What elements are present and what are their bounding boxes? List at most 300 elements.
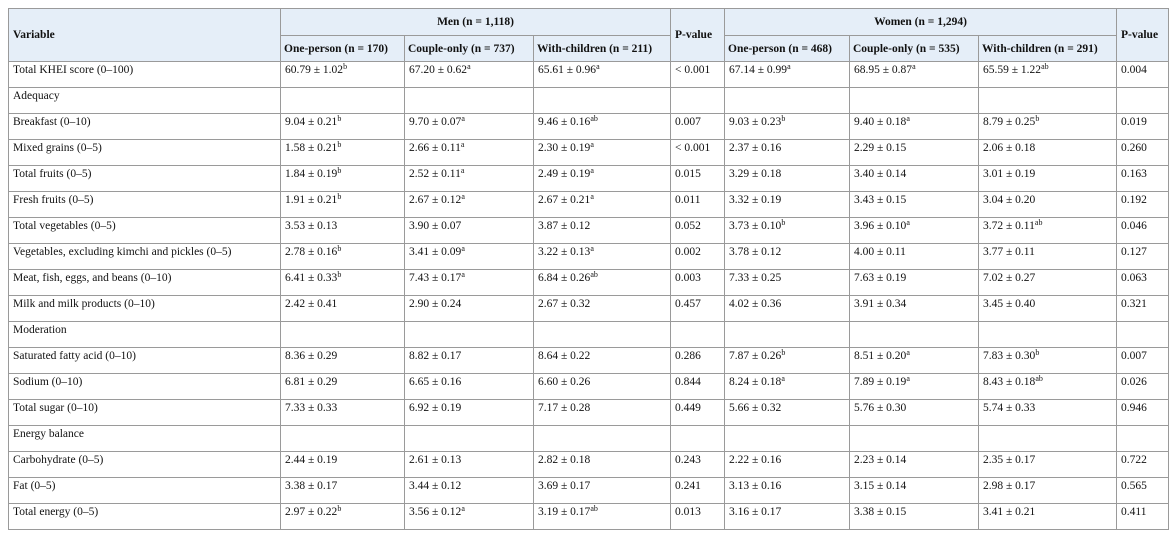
cell-women-one-person bbox=[725, 140, 850, 166]
table-row bbox=[9, 452, 1169, 478]
cell-value: 2.29 ± 0.15 bbox=[854, 142, 907, 154]
significance-superscript: b bbox=[1035, 114, 1040, 123]
cell-men-couple-only bbox=[405, 62, 534, 88]
table-row bbox=[9, 504, 1169, 530]
significance-superscript: a bbox=[906, 218, 910, 227]
variable-cell: Breakfast (0–10) bbox=[9, 114, 281, 140]
cell-value: 2.06 ± 0.18 bbox=[983, 142, 1036, 154]
cell-women-with-children bbox=[979, 504, 1117, 530]
cell-value: 7.89 ± 0.19 bbox=[854, 376, 907, 388]
cell-value: 2.82 ± 0.18 bbox=[538, 454, 591, 466]
cell-value: 3.91 ± 0.34 bbox=[854, 298, 907, 310]
cell-value: 0.019 bbox=[1121, 116, 1147, 128]
cell-women-one-person bbox=[725, 400, 850, 426]
variable-cell: Total sugar (0–10) bbox=[9, 400, 281, 426]
header-women-couple-only: Couple-only (n = 535) bbox=[850, 36, 979, 62]
cell-women-couple-only bbox=[850, 270, 979, 296]
cell-men-with-children bbox=[534, 88, 671, 114]
header-men-pvalue: P-value bbox=[671, 9, 725, 62]
table-row bbox=[9, 192, 1169, 218]
cell-women-with-children bbox=[979, 88, 1117, 114]
cell-value: 2.67 ± 0.32 bbox=[538, 298, 591, 310]
cell-women-pvalue bbox=[1117, 348, 1169, 374]
cell-value: 8.79 ± 0.25 bbox=[983, 116, 1036, 128]
cell-men-one-person bbox=[281, 140, 405, 166]
cell-men-couple-only bbox=[405, 400, 534, 426]
cell-value: 3.56 ± 0.12 bbox=[409, 506, 462, 518]
cell-men-couple-only bbox=[405, 166, 534, 192]
cell-women-pvalue bbox=[1117, 478, 1169, 504]
cell-men-one-person bbox=[281, 426, 405, 452]
cell-men-one-person bbox=[281, 88, 405, 114]
cell-value: 3.32 ± 0.19 bbox=[729, 194, 782, 206]
cell-women-one-person bbox=[725, 348, 850, 374]
cell-value: 9.03 ± 0.23 bbox=[729, 116, 782, 128]
cell-value: 3.13 ± 0.16 bbox=[729, 480, 782, 492]
cell-women-with-children bbox=[979, 166, 1117, 192]
cell-women-pvalue bbox=[1117, 270, 1169, 296]
cell-value: 2.90 ± 0.24 bbox=[409, 298, 462, 310]
cell-value: 0.013 bbox=[675, 506, 701, 518]
cell-value: 3.44 ± 0.12 bbox=[409, 480, 462, 492]
table-row bbox=[9, 400, 1169, 426]
cell-value: 2.42 ± 0.41 bbox=[285, 298, 338, 310]
cell-women-one-person bbox=[725, 88, 850, 114]
cell-women-pvalue bbox=[1117, 400, 1169, 426]
cell-value: 7.17 ± 0.28 bbox=[538, 402, 591, 414]
section-row bbox=[9, 322, 1169, 348]
cell-value: 7.33 ± 0.33 bbox=[285, 402, 338, 414]
header-women-pvalue: P-value bbox=[1117, 9, 1169, 62]
cell-women-with-children bbox=[979, 270, 1117, 296]
cell-value: 5.76 ± 0.30 bbox=[854, 402, 907, 414]
cell-men-with-children bbox=[534, 166, 671, 192]
cell-men-pvalue bbox=[671, 218, 725, 244]
cell-value: 0.286 bbox=[675, 350, 701, 362]
cell-value: < 0.001 bbox=[675, 64, 711, 76]
cell-value: 0.722 bbox=[1121, 454, 1147, 466]
cell-value: 5.74 ± 0.33 bbox=[983, 402, 1036, 414]
cell-value: 2.22 ± 0.16 bbox=[729, 454, 782, 466]
cell-men-couple-only bbox=[405, 140, 534, 166]
cell-women-couple-only bbox=[850, 478, 979, 504]
cell-men-pvalue bbox=[671, 374, 725, 400]
cell-value: 0.004 bbox=[1121, 64, 1147, 76]
header-women-group: Women (n = 1,294) bbox=[725, 9, 1117, 36]
cell-women-couple-only bbox=[850, 400, 979, 426]
cell-men-pvalue bbox=[671, 192, 725, 218]
cell-value: 3.96 ± 0.10 bbox=[854, 220, 907, 232]
cell-value: 6.65 ± 0.16 bbox=[409, 376, 462, 388]
significance-superscript: a bbox=[460, 166, 465, 175]
significance-superscript: b bbox=[337, 140, 342, 149]
cell-value: 67.14 ± 0.99 bbox=[729, 64, 788, 76]
cell-men-with-children bbox=[534, 426, 671, 452]
cell-value: 2.78 ± 0.16 bbox=[285, 246, 338, 258]
cell-women-couple-only bbox=[850, 452, 979, 478]
cell-men-with-children bbox=[534, 296, 671, 322]
cell-value: 0.565 bbox=[1121, 480, 1147, 492]
cell-women-couple-only bbox=[850, 62, 979, 88]
cell-value: 3.22 ± 0.13 bbox=[538, 246, 591, 258]
variable-cell: Total KHEI score (0–100) bbox=[9, 62, 281, 88]
cell-women-with-children bbox=[979, 322, 1117, 348]
cell-men-pvalue bbox=[671, 88, 725, 114]
cell-women-with-children bbox=[979, 426, 1117, 452]
cell-men-one-person bbox=[281, 400, 405, 426]
section-row bbox=[9, 88, 1169, 114]
variable-cell: Total fruits (0–5) bbox=[9, 166, 281, 192]
cell-value: 5.66 ± 0.32 bbox=[729, 402, 782, 414]
significance-superscript: a bbox=[781, 374, 785, 383]
cell-men-one-person bbox=[281, 452, 405, 478]
significance-superscript: ab bbox=[1034, 218, 1043, 227]
cell-men-one-person bbox=[281, 478, 405, 504]
significance-superscript: b bbox=[781, 348, 786, 357]
table-header bbox=[9, 9, 1169, 62]
cell-women-with-children bbox=[979, 400, 1117, 426]
cell-men-with-children bbox=[534, 192, 671, 218]
cell-value: 2.35 ± 0.17 bbox=[983, 454, 1036, 466]
cell-men-pvalue bbox=[671, 452, 725, 478]
cell-men-with-children bbox=[534, 348, 671, 374]
significance-superscript: ab bbox=[1041, 62, 1049, 71]
significance-superscript: a bbox=[460, 140, 465, 149]
cell-women-couple-only bbox=[850, 218, 979, 244]
cell-women-with-children bbox=[979, 374, 1117, 400]
cell-men-pvalue bbox=[671, 426, 725, 452]
variable-cell: Meat, fish, eggs, and beans (0–10) bbox=[9, 270, 281, 296]
cell-men-with-children bbox=[534, 322, 671, 348]
table-row bbox=[9, 478, 1169, 504]
variable-cell: Carbohydrate (0–5) bbox=[9, 452, 281, 478]
cell-men-pvalue bbox=[671, 296, 725, 322]
cell-women-one-person bbox=[725, 62, 850, 88]
significance-superscript: a bbox=[906, 374, 910, 383]
cell-women-one-person bbox=[725, 504, 850, 530]
cell-value: 0.241 bbox=[675, 480, 701, 492]
cell-value: 8.36 ± 0.29 bbox=[285, 350, 338, 362]
cell-women-with-children bbox=[979, 62, 1117, 88]
cell-value: < 0.001 bbox=[675, 142, 711, 154]
khei-table bbox=[8, 8, 1169, 530]
significance-superscript: a bbox=[590, 140, 594, 149]
cell-women-couple-only bbox=[850, 114, 979, 140]
cell-men-pvalue bbox=[671, 478, 725, 504]
cell-men-pvalue bbox=[671, 114, 725, 140]
significance-superscript: a bbox=[906, 348, 910, 357]
significance-superscript: b bbox=[337, 166, 342, 175]
cell-value: 2.44 ± 0.19 bbox=[285, 454, 338, 466]
cell-women-couple-only bbox=[850, 244, 979, 270]
cell-value: 2.37 ± 0.16 bbox=[729, 142, 782, 154]
cell-value: 1.91 ± 0.21 bbox=[285, 194, 338, 206]
cell-value: 8.24 ± 0.18 bbox=[729, 376, 782, 388]
cell-women-one-person bbox=[725, 296, 850, 322]
cell-value: 1.84 ± 0.19 bbox=[285, 168, 338, 180]
cell-women-pvalue bbox=[1117, 244, 1169, 270]
cell-men-with-children bbox=[534, 140, 671, 166]
cell-men-one-person bbox=[281, 504, 405, 530]
cell-value: 0.015 bbox=[675, 168, 701, 180]
significance-superscript: b bbox=[337, 192, 342, 201]
cell-women-couple-only bbox=[850, 348, 979, 374]
header-variable: Variable bbox=[9, 9, 281, 62]
variable-cell: Total energy (0–5) bbox=[9, 504, 281, 530]
cell-value: 0.192 bbox=[1121, 194, 1147, 206]
cell-value: 6.84 ± 0.26 bbox=[538, 272, 591, 284]
cell-value: 2.30 ± 0.19 bbox=[538, 142, 591, 154]
section-label: Energy balance bbox=[9, 426, 281, 452]
cell-men-one-person bbox=[281, 270, 405, 296]
cell-value: 3.16 ± 0.17 bbox=[729, 506, 782, 518]
cell-women-pvalue bbox=[1117, 140, 1169, 166]
cell-value: 68.95 ± 0.87 bbox=[854, 64, 913, 76]
table-row bbox=[9, 166, 1169, 192]
cell-women-pvalue bbox=[1117, 374, 1169, 400]
cell-women-pvalue bbox=[1117, 296, 1169, 322]
cell-women-one-person bbox=[725, 452, 850, 478]
cell-men-couple-only bbox=[405, 478, 534, 504]
section-row bbox=[9, 426, 1169, 452]
variable-cell: Total vegetables (0–5) bbox=[9, 218, 281, 244]
significance-superscript: a bbox=[461, 244, 465, 253]
cell-value: 0.321 bbox=[1121, 298, 1147, 310]
cell-men-pvalue bbox=[671, 270, 725, 296]
cell-value: 0.007 bbox=[675, 116, 701, 128]
cell-men-with-children bbox=[534, 400, 671, 426]
cell-men-with-children bbox=[534, 244, 671, 270]
cell-women-with-children bbox=[979, 192, 1117, 218]
cell-men-one-person bbox=[281, 62, 405, 88]
cell-men-with-children bbox=[534, 374, 671, 400]
cell-women-one-person bbox=[725, 192, 850, 218]
cell-value: 3.78 ± 0.12 bbox=[729, 246, 782, 258]
significance-superscript: ab bbox=[1035, 374, 1043, 383]
cell-value: 2.97 ± 0.22 bbox=[285, 506, 338, 518]
cell-value: 2.66 ± 0.11 bbox=[409, 142, 461, 154]
cell-men-with-children bbox=[534, 504, 671, 530]
cell-value: 2.23 ± 0.14 bbox=[854, 454, 907, 466]
significance-superscript: a bbox=[596, 62, 600, 71]
cell-women-one-person bbox=[725, 270, 850, 296]
cell-value: 3.41 ± 0.21 bbox=[983, 506, 1036, 518]
cell-men-with-children bbox=[534, 218, 671, 244]
cell-value: 6.60 ± 0.26 bbox=[538, 376, 591, 388]
cell-value: 3.87 ± 0.12 bbox=[538, 220, 591, 232]
cell-value: 7.87 ± 0.26 bbox=[729, 350, 782, 362]
cell-value: 3.90 ± 0.07 bbox=[409, 220, 462, 232]
cell-women-couple-only bbox=[850, 296, 979, 322]
variable-cell: Fat (0–5) bbox=[9, 478, 281, 504]
header-men-one-person: One-person (n = 170) bbox=[281, 36, 405, 62]
cell-women-one-person bbox=[725, 114, 850, 140]
cell-value: 2.67 ± 0.21 bbox=[538, 194, 591, 206]
cell-value: 8.51 ± 0.20 bbox=[854, 350, 907, 362]
cell-women-pvalue bbox=[1117, 504, 1169, 530]
cell-women-pvalue bbox=[1117, 166, 1169, 192]
cell-women-one-person bbox=[725, 426, 850, 452]
cell-value: 65.59 ± 1.22 bbox=[983, 64, 1042, 76]
table-row bbox=[9, 296, 1169, 322]
header-men-group: Men (n = 1,118) bbox=[281, 9, 671, 36]
cell-women-pvalue bbox=[1117, 88, 1169, 114]
cell-value: 3.53 ± 0.13 bbox=[285, 220, 338, 232]
cell-value: 0.844 bbox=[675, 376, 701, 388]
cell-men-pvalue bbox=[671, 400, 725, 426]
cell-men-one-person bbox=[281, 218, 405, 244]
cell-women-pvalue bbox=[1117, 322, 1169, 348]
cell-women-couple-only bbox=[850, 140, 979, 166]
cell-value: 3.41 ± 0.09 bbox=[409, 246, 462, 258]
cell-value: 9.70 ± 0.07 bbox=[409, 116, 462, 128]
cell-value: 8.43 ± 0.18 bbox=[983, 376, 1036, 388]
cell-value: 7.02 ± 0.27 bbox=[983, 272, 1036, 284]
variable-cell: Fresh fruits (0–5) bbox=[9, 192, 281, 218]
significance-superscript: a bbox=[590, 244, 594, 253]
significance-superscript: b bbox=[1035, 348, 1040, 357]
significance-superscript: b bbox=[337, 504, 342, 513]
table-row bbox=[9, 218, 1169, 244]
header-men-couple-only: Couple-only (n = 737) bbox=[405, 36, 534, 62]
cell-women-with-children bbox=[979, 348, 1117, 374]
cell-women-one-person bbox=[725, 322, 850, 348]
cell-value: 0.163 bbox=[1121, 168, 1147, 180]
cell-women-one-person bbox=[725, 218, 850, 244]
variable-cell: Sodium (0–10) bbox=[9, 374, 281, 400]
cell-men-couple-only bbox=[405, 322, 534, 348]
cell-men-couple-only bbox=[405, 244, 534, 270]
significance-superscript: a bbox=[787, 62, 791, 71]
cell-value: 0.411 bbox=[1121, 506, 1147, 518]
cell-value: 3.45 ± 0.40 bbox=[983, 298, 1036, 310]
cell-value: 7.63 ± 0.19 bbox=[854, 272, 907, 284]
cell-value: 4.00 ± 0.11 bbox=[854, 246, 906, 258]
cell-value: 3.73 ± 0.10 bbox=[729, 220, 782, 232]
cell-men-one-person bbox=[281, 166, 405, 192]
significance-superscript: b bbox=[781, 114, 786, 123]
cell-value: 65.61 ± 0.96 bbox=[538, 64, 597, 76]
cell-men-couple-only bbox=[405, 296, 534, 322]
cell-men-one-person bbox=[281, 374, 405, 400]
cell-women-one-person bbox=[725, 244, 850, 270]
cell-men-couple-only bbox=[405, 218, 534, 244]
cell-value: 0.260 bbox=[1121, 142, 1147, 154]
header-row-groups bbox=[9, 9, 1169, 36]
significance-superscript: a bbox=[590, 192, 594, 201]
cell-value: 0.243 bbox=[675, 454, 701, 466]
cell-women-pvalue bbox=[1117, 426, 1169, 452]
header-women-with-children: With-children (n = 291) bbox=[979, 36, 1117, 62]
cell-men-pvalue bbox=[671, 504, 725, 530]
cell-women-with-children bbox=[979, 140, 1117, 166]
significance-superscript: a bbox=[590, 166, 594, 175]
cell-men-one-person bbox=[281, 322, 405, 348]
cell-value: 0.002 bbox=[675, 246, 701, 258]
cell-men-with-children bbox=[534, 62, 671, 88]
cell-women-couple-only bbox=[850, 426, 979, 452]
variable-cell: Mixed grains (0–5) bbox=[9, 140, 281, 166]
cell-value: 8.64 ± 0.22 bbox=[538, 350, 591, 362]
cell-value: 4.02 ± 0.36 bbox=[729, 298, 782, 310]
cell-women-couple-only bbox=[850, 192, 979, 218]
cell-value: 0.457 bbox=[675, 298, 701, 310]
significance-superscript: ab bbox=[590, 270, 598, 279]
cell-women-with-children bbox=[979, 114, 1117, 140]
cell-value: 1.58 ± 0.21 bbox=[285, 142, 338, 154]
cell-value: 67.20 ± 0.62 bbox=[409, 64, 468, 76]
table-row bbox=[9, 270, 1169, 296]
cell-value: 3.69 ± 0.17 bbox=[538, 480, 591, 492]
cell-men-couple-only bbox=[405, 426, 534, 452]
significance-superscript: a bbox=[912, 62, 916, 71]
cell-men-with-children bbox=[534, 452, 671, 478]
table-body bbox=[9, 62, 1169, 530]
table-row bbox=[9, 348, 1169, 374]
significance-superscript: a bbox=[461, 270, 465, 279]
cell-men-one-person bbox=[281, 244, 405, 270]
cell-value: 2.61 ± 0.13 bbox=[409, 454, 462, 466]
cell-men-with-children bbox=[534, 478, 671, 504]
cell-men-couple-only bbox=[405, 504, 534, 530]
significance-superscript: a bbox=[906, 114, 910, 123]
cell-men-couple-only bbox=[405, 374, 534, 400]
cell-value: 6.81 ± 0.29 bbox=[285, 376, 338, 388]
cell-women-with-children bbox=[979, 478, 1117, 504]
header-women-one-person: One-person (n = 468) bbox=[725, 36, 850, 62]
cell-men-couple-only bbox=[405, 348, 534, 374]
cell-women-pvalue bbox=[1117, 62, 1169, 88]
cell-women-with-children bbox=[979, 296, 1117, 322]
cell-value: 2.98 ± 0.17 bbox=[983, 480, 1036, 492]
cell-value: 7.33 ± 0.25 bbox=[729, 272, 782, 284]
cell-men-one-person bbox=[281, 114, 405, 140]
significance-superscript: ab bbox=[590, 504, 598, 513]
cell-value: 6.41 ± 0.33 bbox=[285, 272, 338, 284]
cell-value: 0.026 bbox=[1121, 376, 1147, 388]
table-row bbox=[9, 114, 1169, 140]
cell-women-pvalue bbox=[1117, 114, 1169, 140]
cell-men-one-person bbox=[281, 296, 405, 322]
cell-men-pvalue bbox=[671, 140, 725, 166]
variable-cell: Milk and milk products (0–10) bbox=[9, 296, 281, 322]
cell-value: 0.063 bbox=[1121, 272, 1147, 284]
significance-superscript: a bbox=[461, 114, 465, 123]
variable-cell: Saturated fatty acid (0–10) bbox=[9, 348, 281, 374]
cell-men-couple-only bbox=[405, 452, 534, 478]
cell-value: 0.946 bbox=[1121, 402, 1147, 414]
cell-women-couple-only bbox=[850, 322, 979, 348]
significance-superscript: b bbox=[337, 270, 342, 279]
cell-value: 3.38 ± 0.17 bbox=[285, 480, 338, 492]
cell-value: 3.01 ± 0.19 bbox=[983, 168, 1036, 180]
cell-value: 8.82 ± 0.17 bbox=[409, 350, 462, 362]
header-men-with-children: With-children (n = 211) bbox=[534, 36, 671, 62]
cell-value: 3.38 ± 0.15 bbox=[854, 506, 907, 518]
cell-men-one-person bbox=[281, 192, 405, 218]
cell-value: 3.15 ± 0.14 bbox=[854, 480, 907, 492]
cell-men-couple-only bbox=[405, 88, 534, 114]
cell-women-one-person bbox=[725, 166, 850, 192]
cell-value: 9.04 ± 0.21 bbox=[285, 116, 338, 128]
section-label: Moderation bbox=[9, 322, 281, 348]
significance-superscript: b bbox=[343, 62, 348, 71]
cell-women-couple-only bbox=[850, 504, 979, 530]
cell-men-with-children bbox=[534, 270, 671, 296]
cell-value: 7.43 ± 0.17 bbox=[409, 272, 462, 284]
cell-value: 9.40 ± 0.18 bbox=[854, 116, 907, 128]
cell-value: 7.83 ± 0.30 bbox=[983, 350, 1036, 362]
